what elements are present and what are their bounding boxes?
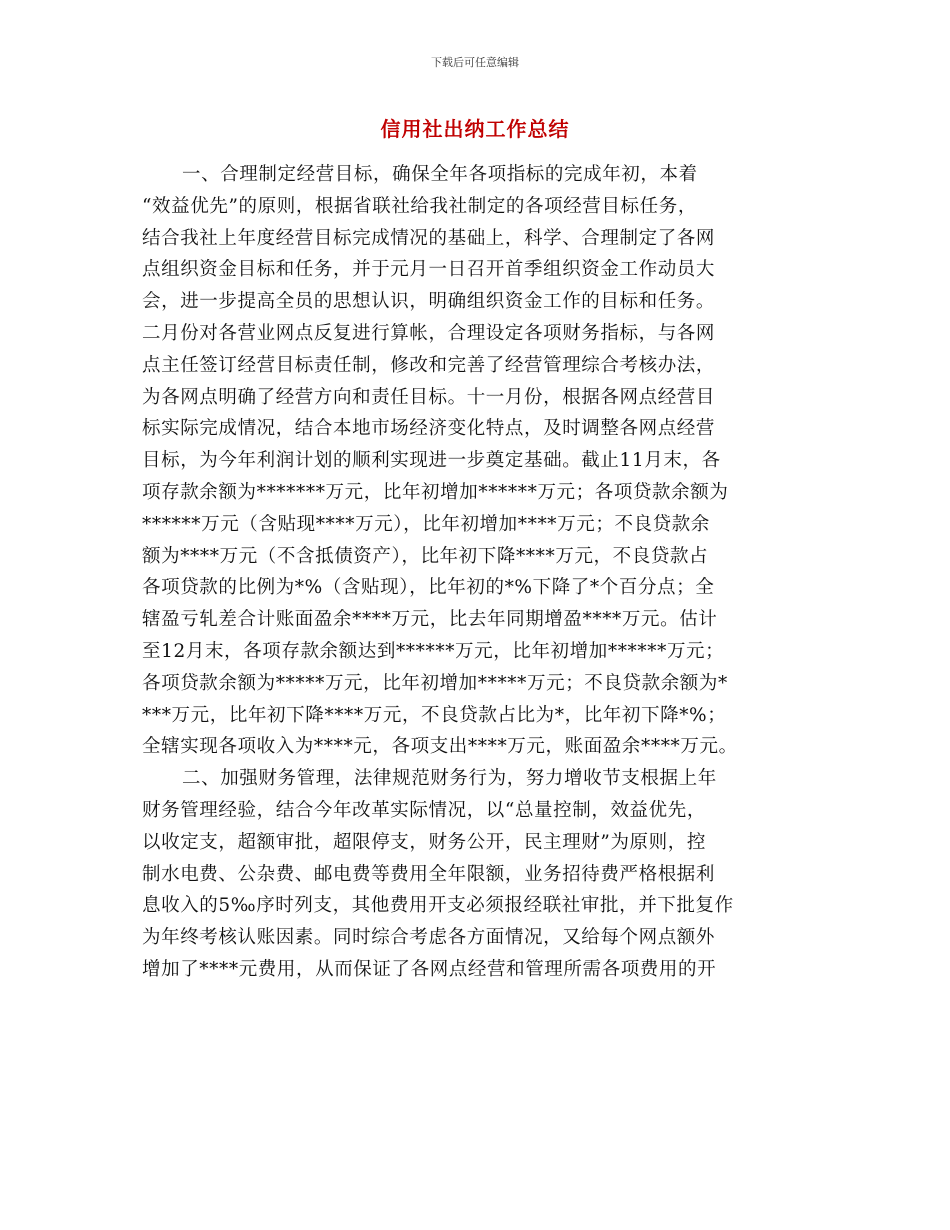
paragraph-line: 至12月末，各项存款余额达到******万元，比年初增加******万元；	[142, 640, 725, 662]
paragraph-line: 目标，为今年利润计划的顺利实现进一步奠定基础。截止11月末，各	[142, 450, 721, 472]
document-body	[142, 159, 817, 986]
header-note: 下载后可任意编辑	[431, 56, 519, 69]
paragraph-line: 各项贷款余额为*****万元，比年初增加*****万元；不良贷款余额为*	[142, 672, 728, 694]
paragraph-line: 二月份对各营业网点反复进行算帐，合理设定各项财务指标，与各网	[142, 322, 716, 344]
paragraph-line: 辖盈亏轧差合计账面盈余****万元，比去年同期增盈****万元。估计	[142, 609, 718, 631]
paragraph-line: 全辖实现各项收入为****元，各项支出****万元，账面盈余****万元。	[142, 736, 738, 758]
paragraph-line: 为年终考核认账因素。同时综合考虑各方面情况，又给每个网点额外	[142, 927, 716, 949]
paragraph-line: 以收定支，超额审批，超限停支，财务公开，民主理财”为原则，控	[142, 831, 706, 853]
paragraph-line: 点主任签订经营目标责任制，修改和完善了经营管理综合考核办法，	[142, 354, 716, 376]
paragraph-line: 为各网点明确了经营方向和责任目标。十一月份，根据各网点经营目	[142, 386, 716, 408]
paragraph-line: 增加了****元费用，从而保证了各网点经营和管理所需各项费用的开	[142, 958, 717, 980]
paragraph-line: 项存款余额为*******万元，比年初增加******万元；各项贷款余额为	[142, 481, 729, 503]
paragraph-line: 会，进一步提高全员的思想认识，明确组织资金工作的目标和任务。	[142, 291, 716, 313]
paragraph-line: 财务管理经验，结合今年改革实际情况，以“总量控制，效益优先，	[142, 799, 706, 821]
document-title: 信用社出纳工作总结	[380, 117, 570, 141]
paragraph-line: ******万元（含贴现****万元），比年初增加****万元；不良贷款余	[142, 513, 710, 535]
paragraph-line: 点组织资金目标和任务，并于元月一日召开首季组织资金工作动员大	[142, 259, 716, 281]
paragraph-line: 结合我社上年度经营目标完成情况的基础上，科学、合理制定了各网	[142, 227, 716, 249]
paragraph-line: 息收入的5‰序时列支，其他费用开支必须报经联社审批，并下批复作	[142, 895, 734, 917]
paragraph-line: 二、加强财务管理，法律规范财务行为，努力增收节支根据上年	[182, 768, 717, 790]
paragraph-line: 一、合理制定经营目标，确保全年各项指标的完成年初，本着	[182, 164, 698, 185]
paragraph-line: 标实际完成情况，结合本地市场经济变化特点，及时调整各网点经营	[142, 418, 716, 440]
paragraph-line: 各项贷款的比例为*%（含贴现），比年初的*%下降了*个百分点；全	[142, 577, 715, 599]
paragraph-line: 制水电费、公杂费、邮电费等费用全年限额，业务招待费严格根据利	[142, 863, 716, 885]
paragraph-line: 额为****万元（不含抵债资产），比年初下降****万元，不良贷款占	[142, 545, 709, 567]
paragraph-line: “效益优先”的原则，根据省联社给我社制定的各项经营目标任务，	[142, 195, 697, 217]
paragraph-line: ***万元，比年初下降****万元，不良贷款占比为*，比年初下降*%；	[142, 704, 727, 726]
